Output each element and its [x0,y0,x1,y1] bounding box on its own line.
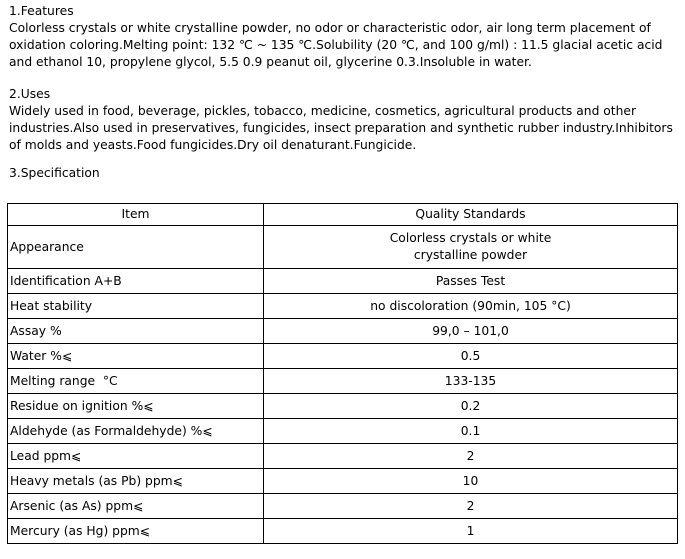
standard-cell: 0.5 [264,344,678,369]
standard-cell: 10 [264,469,678,494]
table-row [8,226,678,269]
table-row [8,469,678,494]
item-cell: Heavy metals (as Pb) ppm⩽ [8,469,264,494]
table-row [8,294,678,319]
document-body [9,3,679,182]
features-text: Colorless crystals or white crystalline powder, no odor or characteristic odor, air long term placement of oxidation coloring.Melting point: 132 ℃ ~ 135 ℃.Solubility (20 ℃, and 100 g/ml) : 11.5 glacial acetic acid and ethanol 10, propylene glycol, 5.5 0.9 peanut oil, glycerine 0.3.Insoluble in water. [9,21,663,69]
uses-heading: 2.Uses [9,87,51,101]
specification-heading: 3.Specification [9,166,100,180]
standard-line: Colorless crystals or white [389,231,552,245]
item-cell: Identification A+B [8,269,264,294]
item-cell: Melting range °C [8,369,264,394]
table-row [8,494,678,519]
item-cell: Water %⩽ [8,344,264,369]
column-header-quality-standards: Quality Standards [264,204,678,226]
standard-cell: 0.1 [264,419,678,444]
uses-text: Widely used in food, beverage, pickles, tobacco, medicine, cosmetics, agricultural products and other industries.Also used in preservatives, fungicides, insect preparation and synthetic rubber industry.Inhibitors of molds and yeasts.Food fungicides.Dry oil denaturant.Fungicide. [9,104,673,152]
table-header-row [8,204,678,226]
standard-cell: 2 [264,494,678,519]
item-cell: Residue on ignition %⩽ [8,394,264,419]
standard-cell [264,226,678,269]
item-cell: Assay % [8,319,264,344]
specification-table [7,203,678,544]
standard-cell: 2 [264,444,678,469]
table-row [8,319,678,344]
standard-cell: Passes Test [264,269,678,294]
item-cell: Heat stability [8,294,264,319]
standard-cell: 133-135 [264,369,678,394]
column-header-item: Item [8,204,264,226]
table-row [8,369,678,394]
standard-cell: 99,0 – 101,0 [264,319,678,344]
table-row [8,269,678,294]
item-cell: Lead ppm⩽ [8,444,264,469]
item-cell: Arsenic (as As) ppm⩽ [8,494,264,519]
table-row [8,344,678,369]
standard-cell: 1 [264,519,678,544]
table-row [8,419,678,444]
features-heading: 1.Features [9,4,74,18]
item-cell: Aldehyde (as Formaldehyde) %⩽ [8,419,264,444]
standard-cell: 0.2 [264,394,678,419]
table-row [8,519,678,544]
table-row [8,444,678,469]
standard-line: crystalline powder [413,248,528,262]
table-row [8,394,678,419]
standard-cell: no discoloration (90min, 105 °C) [264,294,678,319]
item-cell: Appearance [8,226,264,269]
item-cell: Mercury (as Hg) ppm⩽ [8,519,264,544]
